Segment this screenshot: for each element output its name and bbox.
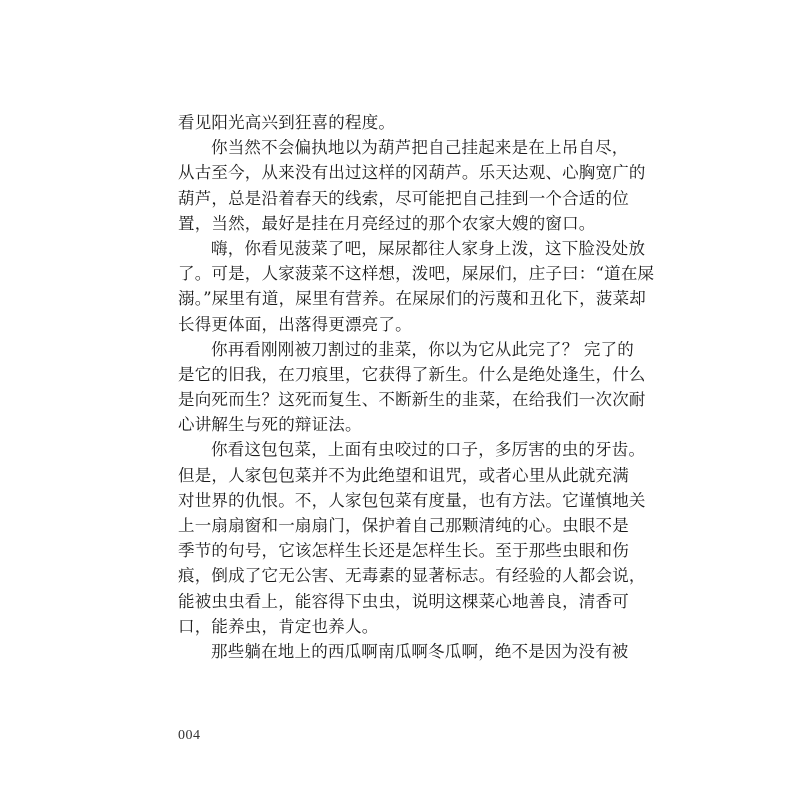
text-line: 痕，倒成了它无公害、无毒素的显著标志。有经验的人都会说， <box>178 566 646 586</box>
text-line: 置，当然，最好是挂在月亮经过的那个农家大嫂的窗口。 <box>178 213 596 233</box>
text-line: 你看这包包菜，上面有虫咬过的口子，多厉害的虫的牙齿。 <box>211 440 646 460</box>
text-line: 你当然不会偏执地以为葫芦把自己挂起来是在上吊自尽， <box>211 138 629 158</box>
text-line: 心讲解生与死的辩证法。 <box>178 415 362 435</box>
page-body-text <box>178 110 655 664</box>
text-line: 从古至今，从来没有出过这样的冈葫芦。乐天达观、心胸宽广的 <box>178 163 646 183</box>
text-line: 看见阳光高兴到狂喜的程度。 <box>178 113 396 132</box>
page-number: 004 <box>178 728 201 743</box>
text-line: 长得更体面，出落得更漂亮了。 <box>178 314 412 334</box>
text-line: 但是，人家包包菜并不为此绝望和诅咒，或者心里从此就充满 <box>178 465 629 485</box>
text-line: 能被虫虫看上，能容得下虫虫，说明这棵菜心地善良，清香可 <box>178 591 629 611</box>
text-line: 那些躺在地上的西瓜啊南瓜啊冬瓜啊，绝不是因为没有被 <box>211 641 629 661</box>
text-line: 季节的句号，它该怎样生长还是怎样生长。至于那些虫眼和伤 <box>178 541 629 561</box>
text-line: 对世界的仇恨。不，人家包包菜有度量，也有方法。它谨慎地关 <box>178 490 646 510</box>
text-line: 葫芦，总是沿着春天的线索，尽可能把自己挂到一个合适的位 <box>178 188 629 208</box>
text-line: 口，能养虫，肯定也养人。 <box>178 616 379 636</box>
text-line: 你再看刚刚被刀割过的韭菜，你以为它从此完了？ 完了的 <box>211 339 634 359</box>
text-line: 了。可是，人家菠菜不这样想，泼吧，屎尿们，庄子曰：“道在屎 <box>178 264 655 284</box>
text-line: 嗨，你看见菠菜了吧，屎尿都往人家身上泼，这下脸没处放 <box>211 238 646 258</box>
text-line: 上一扇扇窗和一扇扇门，保护着自己那颗清纯的心。虫眼不是 <box>178 516 629 535</box>
text-line: 溺。”屎里有道，屎里有营养。在屎尿们的污蔑和丑化下，菠菜却 <box>178 289 646 309</box>
text-line: 是它的旧我，在刀痕里，它获得了新生。什么是绝处逢生，什么 <box>178 364 646 384</box>
text-line: 是向死而生？这死而复生、不断新生的韭菜，在给我们一次次耐 <box>178 390 646 410</box>
